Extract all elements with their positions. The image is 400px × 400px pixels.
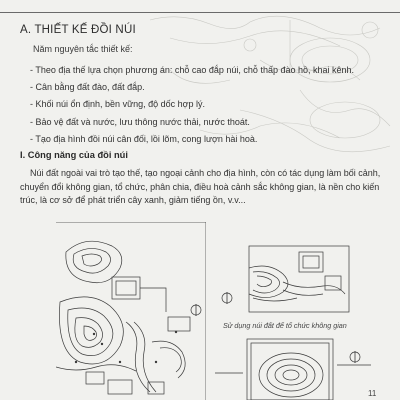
figure-caption: Sử dụng núi đất để tổ chức không gian — [223, 321, 347, 330]
section-heading: I. Công năng của đồi núi — [20, 150, 128, 160]
site-plan-drawing — [56, 222, 206, 400]
page-number: 11 — [368, 389, 377, 398]
body-paragraph: Núi đất ngoài vai trò tạo thế, tạo ngoại cảnh cho địa hình, còn có tác dụng làm bối cảnh, chuyển đổi không gian, tổ chức, phân chia, điều hoà cảnh sắc không gian, là nền cho kiến trúc, là cơ sở để phát triển cây xanh, giảm tiếng ồn, v.v... — [20, 168, 381, 205]
north-arrow-icon — [191, 304, 201, 316]
contour-plan-drawing — [213, 335, 373, 400]
north-arrow-icon — [222, 292, 232, 304]
principles-intro: Năm nguyên tắc thiết kế: — [33, 44, 133, 54]
north-arrow-icon — [350, 351, 360, 363]
list-item: - Khối núi ổn định, bền vững, độ dốc hợp lý. — [30, 99, 206, 110]
space-organization-drawing — [213, 238, 353, 318]
list-item: - Theo địa thế lựa chọn phương án: chỗ cao đắp núi, chỗ thấp đào hồ, khai kênh. — [30, 65, 355, 75]
list-item: - Bảo vệ đất và nước, lưu thông nước thải, nước thoát. — [30, 116, 250, 127]
list-item: - Cân bằng đất đào, đất đắp. — [30, 82, 145, 93]
header-rule — [0, 12, 400, 13]
principles-list — [30, 62, 354, 148]
page-title: A. THIẾT KẾ ĐỒI NÚI — [20, 24, 136, 36]
list-item: - Tạo địa hình đồi núi cân đối, lồi lõm, cong lượn hài hoà. — [30, 133, 258, 144]
